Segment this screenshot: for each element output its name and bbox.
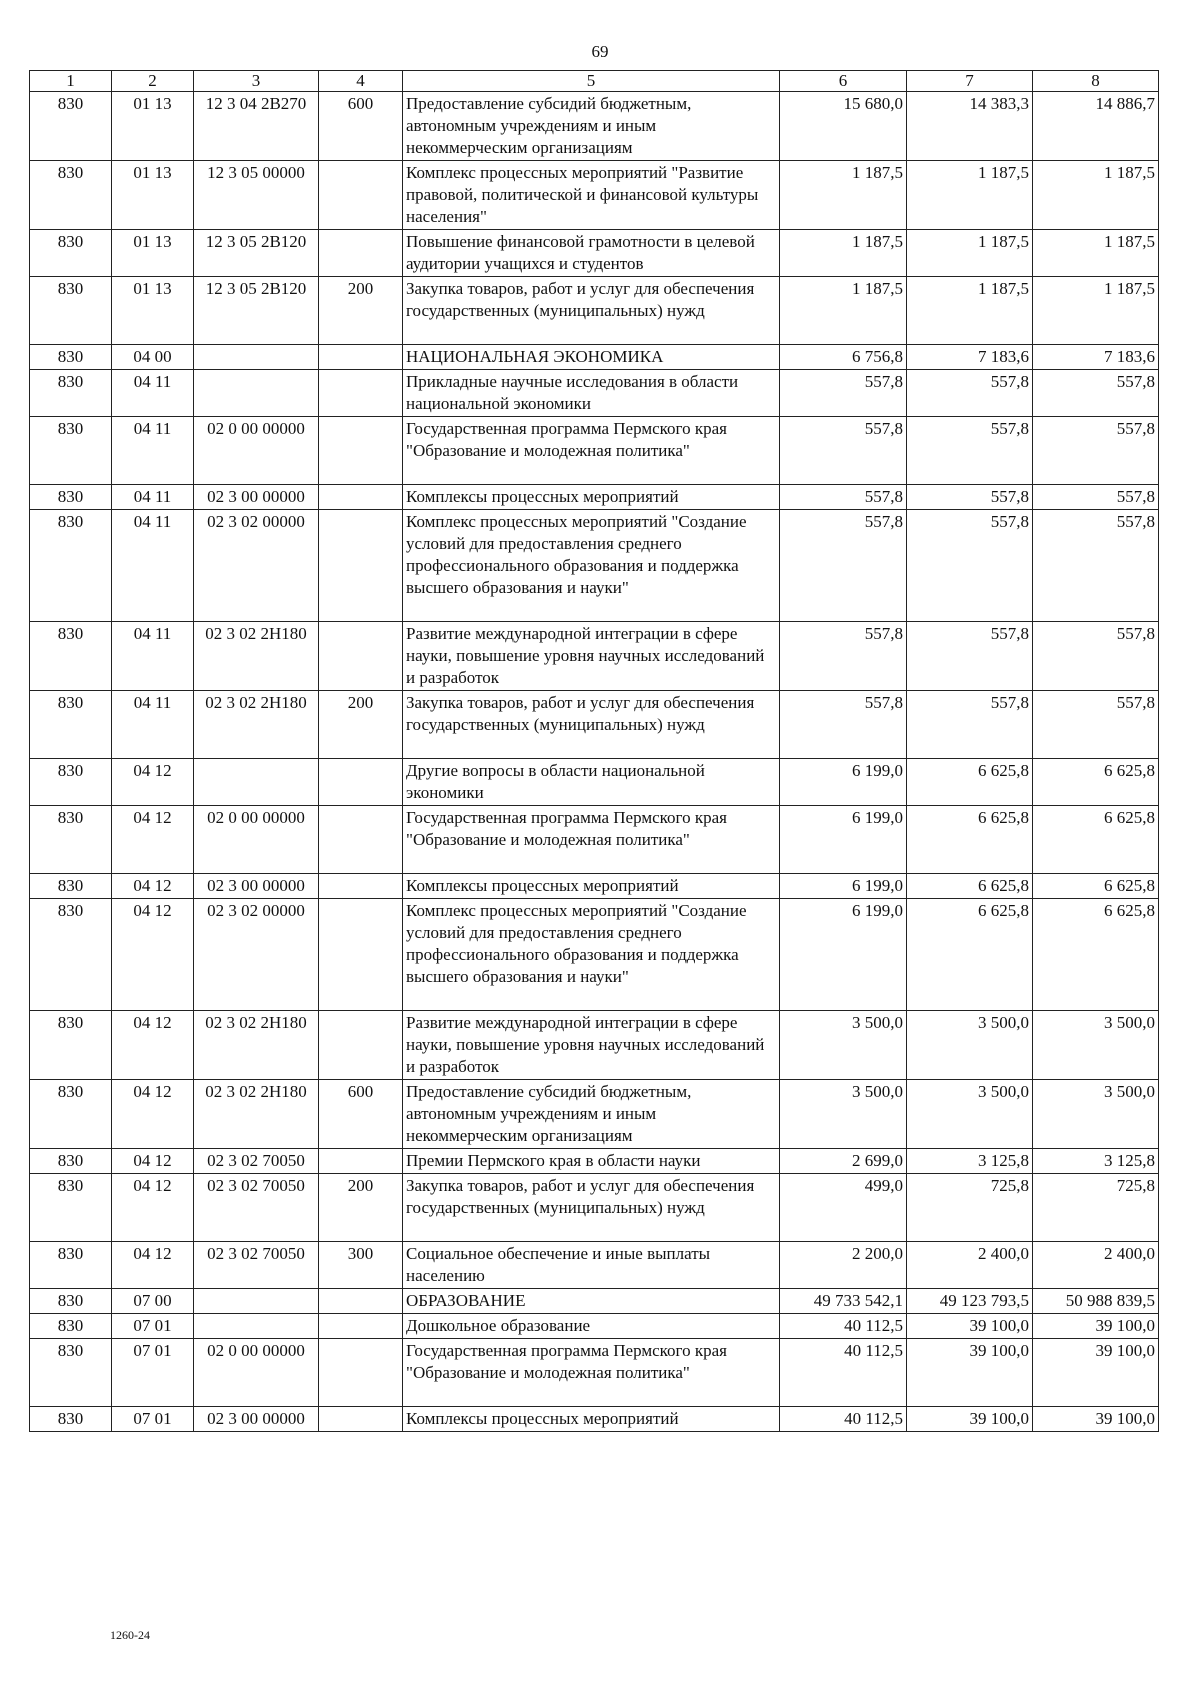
amount-col8-cell: 2 400,0: [1033, 1242, 1159, 1289]
kvsr-cell: 830: [30, 1407, 112, 1432]
section-cell: 04 12: [112, 1174, 194, 1242]
amount-col8-cell: 725,8: [1033, 1174, 1159, 1242]
amount-col6-cell: 6 199,0: [780, 874, 907, 899]
table-row: [30, 1339, 1159, 1407]
kvsr-cell: 830: [30, 345, 112, 370]
description-cell: Другие вопросы в области национальной экономики: [403, 759, 780, 806]
description-cell: Предоставление субсидий бюджетным, автономным учреждениям и иным некоммерческим организациям: [403, 1080, 780, 1149]
amount-col7-cell: 557,8: [907, 370, 1033, 417]
column-header: 5: [403, 71, 780, 92]
section-cell: 04 11: [112, 691, 194, 759]
section-cell: 04 12: [112, 874, 194, 899]
table-row: [30, 1174, 1159, 1242]
kvsr-cell: 830: [30, 1011, 112, 1080]
expense-type-cell: [319, 370, 403, 417]
table-row: [30, 417, 1159, 485]
amount-col8-cell: 557,8: [1033, 691, 1159, 759]
section-cell: 01 13: [112, 230, 194, 277]
section-cell: 01 13: [112, 277, 194, 345]
section-cell: 04 12: [112, 1149, 194, 1174]
amount-col8-cell: 557,8: [1033, 370, 1159, 417]
amount-col7-cell: 3 500,0: [907, 1080, 1033, 1149]
description-cell: Социальное обеспечение и иные выплаты населению: [403, 1242, 780, 1289]
amount-col7-cell: 39 100,0: [907, 1339, 1033, 1407]
amount-col7-cell: 7 183,6: [907, 345, 1033, 370]
description-cell: Государственная программа Пермского края "Образование и молодежная политика": [403, 1339, 780, 1407]
section-cell: 01 13: [112, 92, 194, 161]
amount-col8-cell: 1 187,5: [1033, 230, 1159, 277]
amount-col6-cell: 557,8: [780, 510, 907, 622]
target-article-cell: 02 3 02 70050: [194, 1174, 319, 1242]
amount-col8-cell: 39 100,0: [1033, 1314, 1159, 1339]
description-cell: Комплекс процессных мероприятий "Создание условий для предоставления среднего профессионального образования и поддержка высшего образования и науки": [403, 510, 780, 622]
section-cell: 04 11: [112, 485, 194, 510]
expense-type-cell: [319, 161, 403, 230]
amount-col6-cell: 557,8: [780, 485, 907, 510]
description-cell: Закупка товаров, работ и услуг для обеспечения государственных (муниципальных) нужд: [403, 691, 780, 759]
header-row: [30, 71, 1159, 92]
table-row: [30, 1011, 1159, 1080]
table-row: [30, 370, 1159, 417]
expense-type-cell: [319, 806, 403, 874]
amount-col8-cell: 6 625,8: [1033, 874, 1159, 899]
table-row: [30, 345, 1159, 370]
target-article-cell: 02 0 00 00000: [194, 806, 319, 874]
amount-col7-cell: 1 187,5: [907, 161, 1033, 230]
amount-col6-cell: 3 500,0: [780, 1011, 907, 1080]
kvsr-cell: 830: [30, 622, 112, 691]
amount-col6-cell: 557,8: [780, 691, 907, 759]
description-cell: Комплексы процессных мероприятий: [403, 1407, 780, 1432]
amount-col7-cell: 6 625,8: [907, 874, 1033, 899]
description-cell: Государственная программа Пермского края "Образование и молодежная политика": [403, 806, 780, 874]
amount-col8-cell: 3 500,0: [1033, 1011, 1159, 1080]
description-cell: Премии Пермского края в области науки: [403, 1149, 780, 1174]
section-cell: 04 11: [112, 370, 194, 417]
amount-col7-cell: 557,8: [907, 510, 1033, 622]
expense-type-cell: 200: [319, 277, 403, 345]
amount-col6-cell: 40 112,5: [780, 1314, 907, 1339]
amount-col6-cell: 6 756,8: [780, 345, 907, 370]
amount-col7-cell: 557,8: [907, 485, 1033, 510]
table-row: [30, 806, 1159, 874]
amount-col6-cell: 1 187,5: [780, 277, 907, 345]
target-article-cell: [194, 1314, 319, 1339]
target-article-cell: 12 3 05 2В120: [194, 277, 319, 345]
table-row: [30, 277, 1159, 345]
target-article-cell: 02 0 00 00000: [194, 417, 319, 485]
amount-col8-cell: 14 886,7: [1033, 92, 1159, 161]
amount-col7-cell: 1 187,5: [907, 230, 1033, 277]
kvsr-cell: 830: [30, 510, 112, 622]
kvsr-cell: 830: [30, 759, 112, 806]
description-cell: Комплекс процессных мероприятий "Создание условий для предоставления среднего профессионального образования и поддержка высшего образования и науки": [403, 899, 780, 1011]
amount-col6-cell: 1 187,5: [780, 230, 907, 277]
column-header: 8: [1033, 71, 1159, 92]
description-cell: НАЦИОНАЛЬНАЯ ЭКОНОМИКА: [403, 345, 780, 370]
table-row: [30, 1080, 1159, 1149]
column-header: 7: [907, 71, 1033, 92]
section-cell: 04 11: [112, 622, 194, 691]
section-cell: 01 13: [112, 161, 194, 230]
table-row: [30, 510, 1159, 622]
amount-col6-cell: 6 199,0: [780, 759, 907, 806]
table-row: [30, 874, 1159, 899]
section-cell: 04 11: [112, 510, 194, 622]
table-row: [30, 485, 1159, 510]
table-row: [30, 1149, 1159, 1174]
amount-col8-cell: 557,8: [1033, 510, 1159, 622]
target-article-cell: 02 3 02 2Н180: [194, 1011, 319, 1080]
section-cell: 07 01: [112, 1314, 194, 1339]
table-row: [30, 92, 1159, 161]
section-cell: 04 00: [112, 345, 194, 370]
description-cell: Комплексы процессных мероприятий: [403, 485, 780, 510]
expense-type-cell: [319, 510, 403, 622]
table-row: [30, 230, 1159, 277]
section-cell: 07 00: [112, 1289, 194, 1314]
target-article-cell: 02 0 00 00000: [194, 1339, 319, 1407]
amount-col7-cell: 49 123 793,5: [907, 1289, 1033, 1314]
table-row: [30, 899, 1159, 1011]
target-article-cell: 12 3 04 2В270: [194, 92, 319, 161]
description-cell: Государственная программа Пермского края "Образование и молодежная политика": [403, 417, 780, 485]
amount-col7-cell: 2 400,0: [907, 1242, 1033, 1289]
amount-col8-cell: 39 100,0: [1033, 1407, 1159, 1432]
description-cell: Предоставление субсидий бюджетным, автономным учреждениям и иным некоммерческим организациям: [403, 92, 780, 161]
expense-type-cell: [319, 1149, 403, 1174]
amount-col8-cell: 3 500,0: [1033, 1080, 1159, 1149]
section-cell: 07 01: [112, 1407, 194, 1432]
kvsr-cell: 830: [30, 161, 112, 230]
amount-col7-cell: 725,8: [907, 1174, 1033, 1242]
amount-col8-cell: 50 988 839,5: [1033, 1289, 1159, 1314]
section-cell: 04 12: [112, 899, 194, 1011]
expense-type-cell: [319, 1339, 403, 1407]
description-cell: Повышение финансовой грамотности в целевой аудитории учащихся и студентов: [403, 230, 780, 277]
table-row: [30, 622, 1159, 691]
section-cell: 04 12: [112, 759, 194, 806]
target-article-cell: 02 3 02 70050: [194, 1242, 319, 1289]
amount-col6-cell: 557,8: [780, 417, 907, 485]
amount-col7-cell: 6 625,8: [907, 806, 1033, 874]
kvsr-cell: 830: [30, 230, 112, 277]
amount-col7-cell: 557,8: [907, 417, 1033, 485]
expense-type-cell: [319, 899, 403, 1011]
column-header: 6: [780, 71, 907, 92]
column-header: 3: [194, 71, 319, 92]
amount-col8-cell: 6 625,8: [1033, 806, 1159, 874]
amount-col6-cell: 40 112,5: [780, 1339, 907, 1407]
kvsr-cell: 830: [30, 92, 112, 161]
expense-type-cell: 600: [319, 92, 403, 161]
amount-col7-cell: 6 625,8: [907, 759, 1033, 806]
amount-col8-cell: 3 125,8: [1033, 1149, 1159, 1174]
amount-col6-cell: 2 699,0: [780, 1149, 907, 1174]
kvsr-cell: 830: [30, 1289, 112, 1314]
amount-col7-cell: 39 100,0: [907, 1314, 1033, 1339]
section-cell: 07 01: [112, 1339, 194, 1407]
description-cell: Закупка товаров, работ и услуг для обеспечения государственных (муниципальных) нужд: [403, 277, 780, 345]
expense-type-cell: [319, 874, 403, 899]
column-header: 1: [30, 71, 112, 92]
amount-col8-cell: 1 187,5: [1033, 277, 1159, 345]
amount-col8-cell: 39 100,0: [1033, 1339, 1159, 1407]
kvsr-cell: 830: [30, 806, 112, 874]
amount-col7-cell: 3 500,0: [907, 1011, 1033, 1080]
expense-type-cell: 600: [319, 1080, 403, 1149]
amount-col7-cell: 557,8: [907, 691, 1033, 759]
amount-col6-cell: 6 199,0: [780, 806, 907, 874]
kvsr-cell: 830: [30, 1149, 112, 1174]
target-article-cell: 02 3 02 70050: [194, 1149, 319, 1174]
amount-col8-cell: 7 183,6: [1033, 345, 1159, 370]
table-row: [30, 1407, 1159, 1432]
description-cell: Прикладные научные исследования в области национальной экономики: [403, 370, 780, 417]
target-article-cell: 02 3 02 00000: [194, 899, 319, 1011]
expense-type-cell: 200: [319, 691, 403, 759]
amount-col8-cell: 1 187,5: [1033, 161, 1159, 230]
kvsr-cell: 830: [30, 1080, 112, 1149]
amount-col7-cell: 1 187,5: [907, 277, 1033, 345]
amount-col8-cell: 6 625,8: [1033, 759, 1159, 806]
amount-col8-cell: 557,8: [1033, 417, 1159, 485]
expense-type-cell: [319, 485, 403, 510]
expense-type-cell: [319, 759, 403, 806]
kvsr-cell: 830: [30, 370, 112, 417]
amount-col6-cell: 6 199,0: [780, 899, 907, 1011]
description-cell: Развитие международной интеграции в сфере науки, повышение уровня научных исследований и разработок: [403, 622, 780, 691]
kvsr-cell: 830: [30, 1174, 112, 1242]
expense-type-cell: [319, 417, 403, 485]
expense-type-cell: [319, 1289, 403, 1314]
table-row: [30, 759, 1159, 806]
table-row: [30, 691, 1159, 759]
amount-col6-cell: 40 112,5: [780, 1407, 907, 1432]
description-cell: Закупка товаров, работ и услуг для обеспечения государственных (муниципальных) нужд: [403, 1174, 780, 1242]
column-header: 2: [112, 71, 194, 92]
amount-col6-cell: 557,8: [780, 370, 907, 417]
target-article-cell: 02 3 00 00000: [194, 485, 319, 510]
amount-col7-cell: 14 383,3: [907, 92, 1033, 161]
kvsr-cell: 830: [30, 1339, 112, 1407]
amount-col6-cell: 1 187,5: [780, 161, 907, 230]
table-row: [30, 1289, 1159, 1314]
amount-col6-cell: 49 733 542,1: [780, 1289, 907, 1314]
expense-type-cell: [319, 345, 403, 370]
target-article-cell: [194, 345, 319, 370]
kvsr-cell: 830: [30, 874, 112, 899]
target-article-cell: 02 3 00 00000: [194, 1407, 319, 1432]
expense-type-cell: [319, 1011, 403, 1080]
amount-col6-cell: 3 500,0: [780, 1080, 907, 1149]
target-article-cell: 02 3 02 2Н180: [194, 622, 319, 691]
section-cell: 04 12: [112, 806, 194, 874]
amount-col7-cell: 557,8: [907, 622, 1033, 691]
amount-col8-cell: 6 625,8: [1033, 899, 1159, 1011]
target-article-cell: 12 3 05 00000: [194, 161, 319, 230]
description-cell: Развитие международной интеграции в сфере науки, повышение уровня научных исследований и разработок: [403, 1011, 780, 1080]
description-cell: Дошкольное образование: [403, 1314, 780, 1339]
description-cell: Комплексы процессных мероприятий: [403, 874, 780, 899]
column-header: 4: [319, 71, 403, 92]
amount-col7-cell: 3 125,8: [907, 1149, 1033, 1174]
expense-type-cell: 300: [319, 1242, 403, 1289]
target-article-cell: 02 3 02 2Н180: [194, 691, 319, 759]
target-article-cell: [194, 370, 319, 417]
target-article-cell: 02 3 02 2Н180: [194, 1080, 319, 1149]
description-cell: ОБРАЗОВАНИЕ: [403, 1289, 780, 1314]
kvsr-cell: 830: [30, 1242, 112, 1289]
amount-col7-cell: 39 100,0: [907, 1407, 1033, 1432]
table-row: [30, 1242, 1159, 1289]
expense-type-cell: [319, 1314, 403, 1339]
description-cell: Комплекс процессных мероприятий "Развитие правовой, политической и финансовой культуры населения": [403, 161, 780, 230]
kvsr-cell: 830: [30, 417, 112, 485]
amount-col6-cell: 2 200,0: [780, 1242, 907, 1289]
expense-type-cell: [319, 622, 403, 691]
section-cell: 04 12: [112, 1242, 194, 1289]
target-article-cell: [194, 759, 319, 806]
section-cell: 04 12: [112, 1080, 194, 1149]
target-article-cell: 02 3 02 00000: [194, 510, 319, 622]
amount-col8-cell: 557,8: [1033, 622, 1159, 691]
table-row: [30, 161, 1159, 230]
budget-table: [29, 70, 1159, 1432]
kvsr-cell: 830: [30, 899, 112, 1011]
kvsr-cell: 830: [30, 691, 112, 759]
target-article-cell: 12 3 05 2В120: [194, 230, 319, 277]
section-cell: 04 11: [112, 417, 194, 485]
expense-type-cell: [319, 1407, 403, 1432]
amount-col8-cell: 557,8: [1033, 485, 1159, 510]
section-cell: 04 12: [112, 1011, 194, 1080]
table-row: [30, 1314, 1159, 1339]
expense-type-cell: [319, 230, 403, 277]
kvsr-cell: 830: [30, 277, 112, 345]
target-article-cell: [194, 1289, 319, 1314]
amount-col6-cell: 15 680,0: [780, 92, 907, 161]
kvsr-cell: 830: [30, 485, 112, 510]
footer-code: 1260-24: [110, 1628, 150, 1642]
target-article-cell: 02 3 00 00000: [194, 874, 319, 899]
amount-col6-cell: 499,0: [780, 1174, 907, 1242]
page-number: 69: [591, 42, 609, 61]
amount-col6-cell: 557,8: [780, 622, 907, 691]
kvsr-cell: 830: [30, 1314, 112, 1339]
amount-col7-cell: 6 625,8: [907, 899, 1033, 1011]
table-body: [30, 92, 1159, 1432]
expense-type-cell: 200: [319, 1174, 403, 1242]
